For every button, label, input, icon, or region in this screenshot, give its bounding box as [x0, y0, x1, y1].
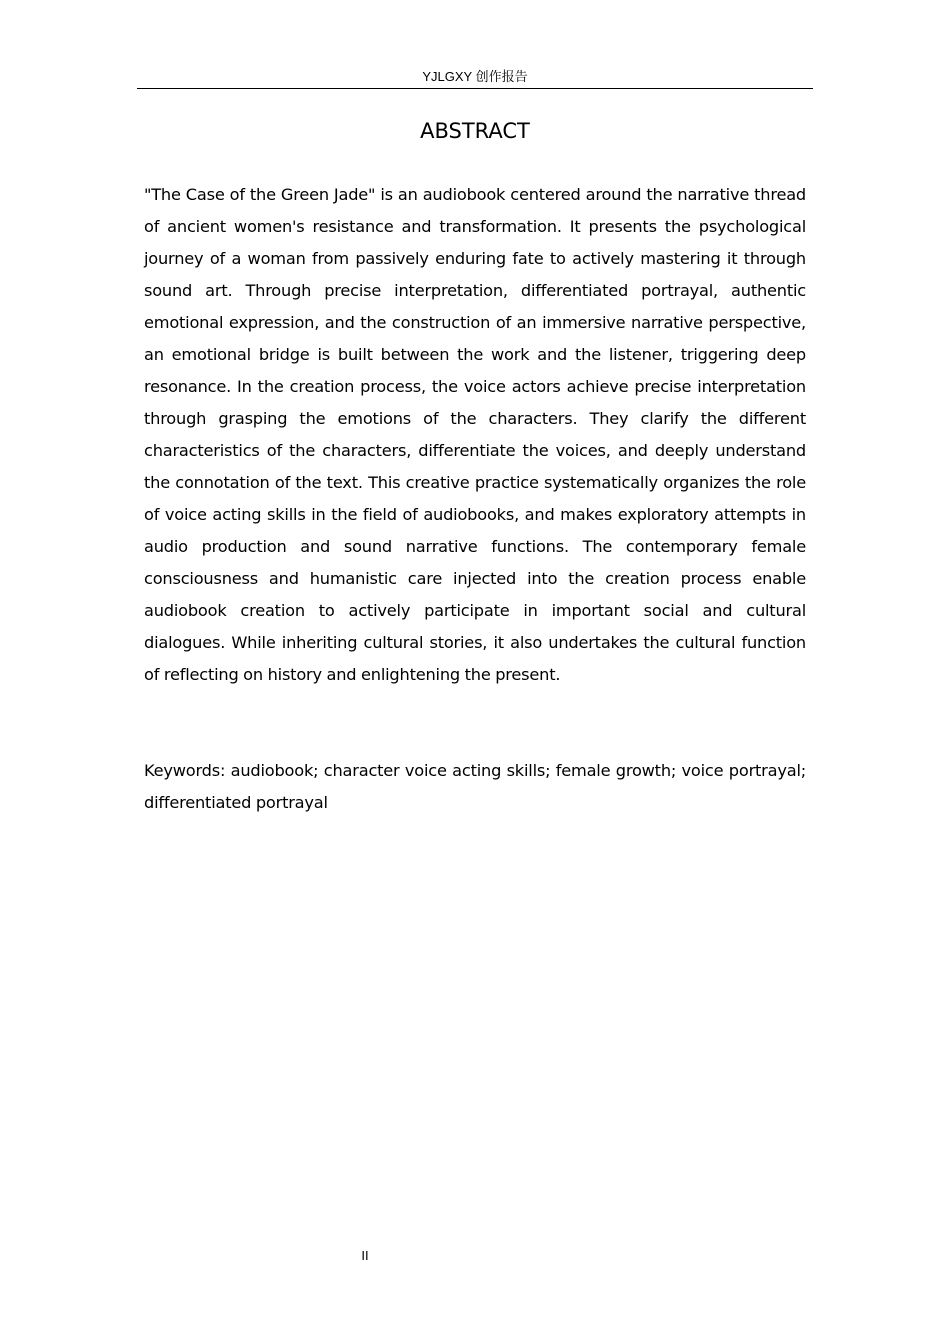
page-number: II	[361, 1248, 369, 1263]
abstract-title: ABSTRACT	[420, 119, 530, 143]
keywords-line: Keywords: audiobook; character voice acting skills; female growth; voice portrayal; differentiated portrayal	[144, 761, 806, 812]
running-header	[137, 68, 813, 89]
running-header-text: YJLGXY 创作报告	[422, 69, 528, 84]
abstract-body: "The Case of the Green Jade" is an audiobook centered around the narrative thread of ancient women's resistance and transformation. It presents the psychological journey of a woman from passively enduring fate to actively mastering it through sound art. Through precise interpretation, differentiated portrayal, authentic emotional expression, and the construction of an immersive narrative perspective, an emotional bridge is built between the work and the listener, triggering deep resonance. In the creation process, the voice actors achieve precise interpretation through grasping the emotions of the characters. They clarify the different characteristics of the characters, differentiate the voices, and deeply understand the connotation of the text. This creative practice systematically organizes the role of voice acting skills in the field of audiobooks, and makes exploratory attempts in audio production and sound narrative functions. The contemporary female consciousness and humanistic care injected into the creation process enable audiobook creation to actively participate in important social and cultural dialogues. While inheriting cultural stories, it also undertakes the cultural function of reflecting on history and enlightening the present.	[144, 185, 806, 684]
